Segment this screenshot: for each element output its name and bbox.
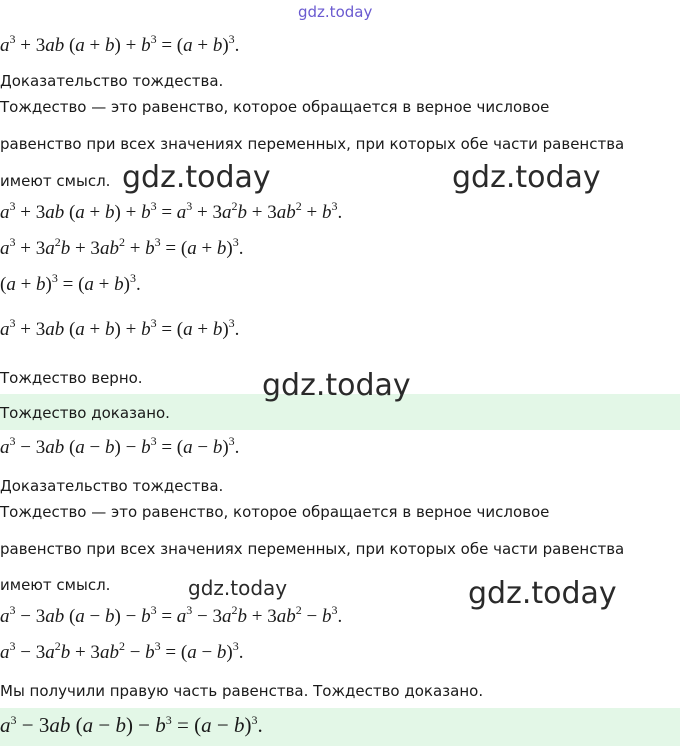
part1-step3: $(a + b)^3 = (a + b)^3$. <box>0 271 141 295</box>
part1-heading-formula: $a^3 + 3ab$ $(a + b) + b^3 = (a + b)^3$. <box>0 32 240 56</box>
part1-verdict: Тождество верно. <box>0 369 143 387</box>
part1-definition-line1: Тождество — это равенство, которое обращается в верное числовое <box>0 98 550 116</box>
part2-step1: $a^3 - 3ab$ $(a - b) - b^3 = a^3 - 3a^2b + 3ab^2 - b^3$. <box>0 603 343 627</box>
part2-definition-line3: имеют смысл. <box>0 576 111 594</box>
watermark-4: gdz.today <box>188 576 288 600</box>
part1-definition-line2: равенство при всех значениях переменных, при которых обе части равенства <box>0 135 625 153</box>
part2-step2: $a^3 - 3a^2b + 3ab^2 - b^3 = (a - b)^3$. <box>0 639 244 663</box>
watermark-3: gdz.today <box>262 368 411 403</box>
part1-step4: $a^3 + 3ab$ $(a + b) + b^3 = (a + b)^3$. <box>0 316 240 340</box>
part1-step2: $a^3 + 3a^2b + 3ab^2 + b^3 = (a + b)^3$. <box>0 235 244 259</box>
part2-proof-title: Доказательство тождества. <box>0 477 224 495</box>
part2-conclusion: Мы получили правую часть равенства. Тождество доказано. <box>0 682 484 700</box>
part2-heading-formula: $a^3 - 3ab$ $(a - b) - b^3 = (a - b)^3$. <box>0 434 240 458</box>
watermark-1: gdz.today <box>122 160 271 195</box>
watermark-5: gdz.today <box>468 576 617 611</box>
part2-definition-line1: Тождество — это равенство, которое обращается в верное числовое <box>0 503 550 521</box>
part2-definition-line2: равенство при всех значениях переменных, при которых обе части равенства <box>0 540 625 558</box>
part1-conclusion: Тождество доказано. <box>0 404 170 422</box>
watermark-2: gdz.today <box>452 160 601 195</box>
part2-final-formula: $a^3 - 3ab$ $(a - b) - b^3 = (a - b)^3$. <box>0 713 263 737</box>
part1-step1: $a^3 + 3ab$ $(a + b) + b^3 = a^3 + 3a^2b + 3ab^2 + b^3$. <box>0 199 343 223</box>
part1-proof-title: Доказательство тождества. <box>0 72 224 90</box>
watermark-top: gdz.today <box>298 3 373 21</box>
part1-definition-line3: имеют смысл. <box>0 172 111 190</box>
